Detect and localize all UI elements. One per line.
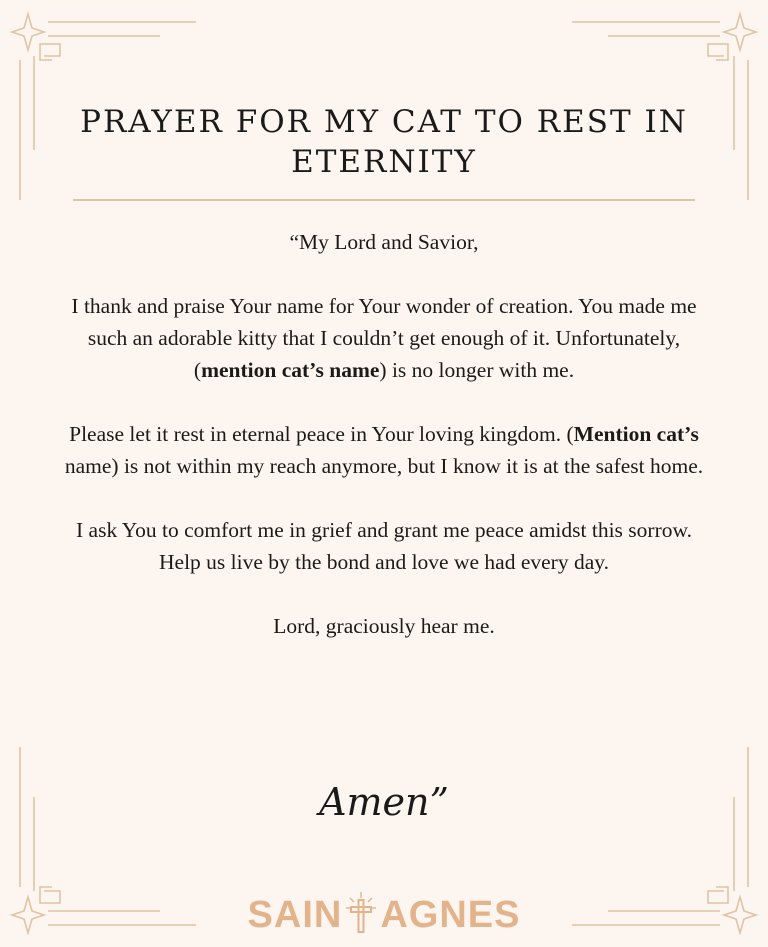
title-divider [73, 199, 695, 201]
logo-text-left: SAIN [247, 894, 343, 937]
logo-text-right: AGNES [380, 894, 521, 937]
text-run: I ask You to comfort me in grief and grant me peace amidst this sorrow. Help us live by the bond and love we had every day. [76, 518, 692, 574]
text-run: “My Lord and Savior, [289, 230, 479, 254]
text-run: name) is not within my reach anymore, but I know it is at the safest home. [64, 454, 704, 478]
prayer-body [62, 226, 706, 674]
closing-amen: Amen” [319, 780, 449, 824]
prayer-paragraph [62, 226, 706, 258]
cross-icon [344, 890, 378, 944]
prayer-paragraph [62, 610, 706, 642]
bold-text: mention cat’s name [201, 358, 380, 382]
saint-agnes-logo [0, 890, 768, 944]
text-run: I thank and praise Your name for Your wonder of creation. You made me such an adorable kitty that I couldn’t get enough of it. Unfortunately, ( [71, 294, 697, 382]
bold-text: Mention cat’s [573, 422, 699, 446]
text-run: Please let it rest in eternal peace in Your loving kingdom. ( [69, 422, 574, 446]
prayer-paragraph [62, 418, 706, 482]
prayer-paragraph [62, 514, 706, 578]
text-run: Lord, graciously hear me. [273, 614, 495, 638]
text-run: ) is no longer with me. [379, 358, 575, 382]
prayer-paragraph [62, 290, 706, 386]
page-title: PRAYER FOR MY CAT TO REST IN ETERNITY [80, 104, 688, 180]
